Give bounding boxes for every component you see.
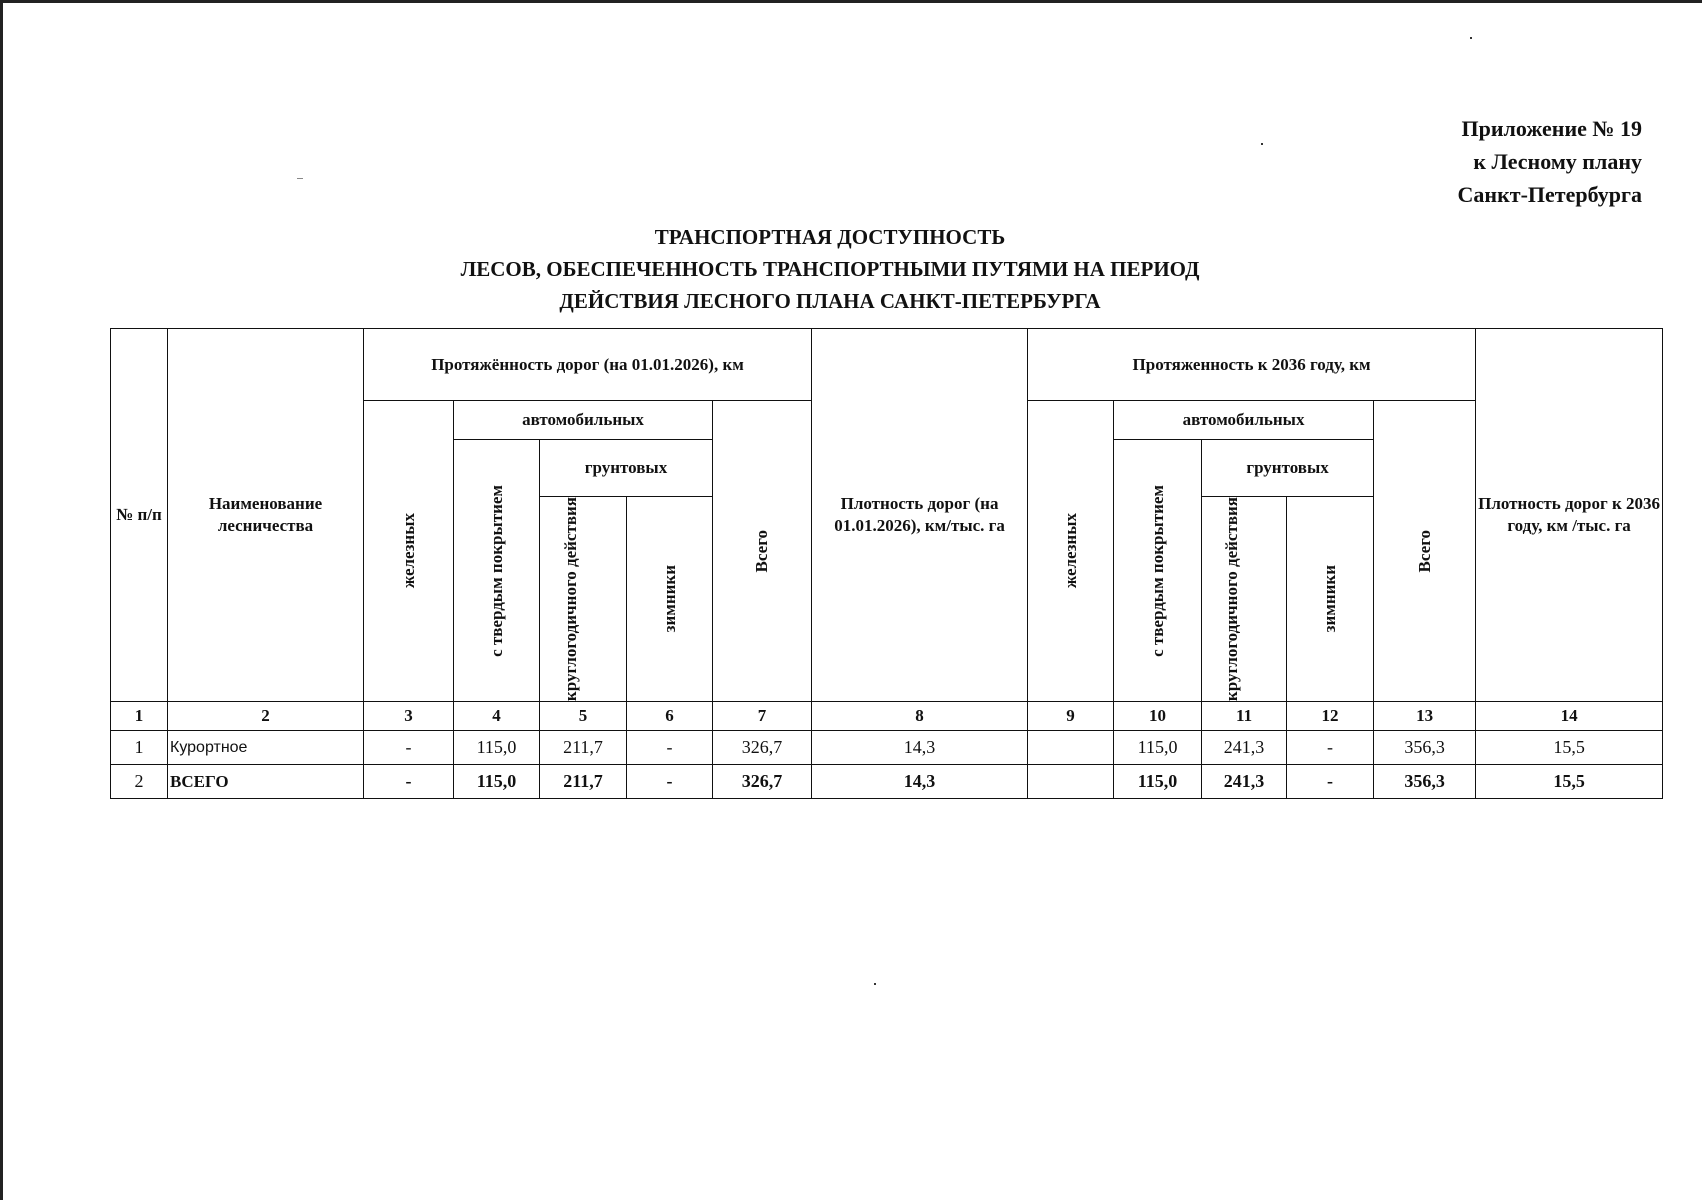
column-number: 14 xyxy=(1476,702,1663,731)
scan-speck xyxy=(874,983,876,985)
appendix-note xyxy=(1458,112,1642,211)
header-railway-label: железных xyxy=(1060,513,1080,589)
column-number-row xyxy=(111,702,1663,731)
scan-speck xyxy=(1470,37,1472,39)
header-winter xyxy=(627,497,713,702)
scan-border-top xyxy=(0,0,1702,3)
cell-paved-2036: 115,0 xyxy=(1114,731,1202,765)
transport-table xyxy=(110,328,1663,799)
header-auto: автомобильных xyxy=(1114,401,1374,440)
table-row xyxy=(111,731,1663,765)
header-density-2036: Плотность дорог к 2036 году, км /тыс. га xyxy=(1476,329,1663,702)
cell-rail-2026: - xyxy=(364,731,454,765)
header-paved-label: с твердым покрытием xyxy=(486,484,506,657)
cell-total-2026: 326,7 xyxy=(713,765,812,799)
cell-year-round-2036: 241,3 xyxy=(1202,731,1287,765)
cell-total-2026: 326,7 xyxy=(713,731,812,765)
header-length-2036: Протяженность к 2036 году, км xyxy=(1028,329,1476,401)
appendix-line: Приложение № 19 xyxy=(1461,116,1642,141)
header-total-label: Всего xyxy=(752,529,772,573)
title-line: ДЕЙСТВИЯ ЛЕСНОГО ПЛАНА САНКТ-ПЕТЕРБУРГА xyxy=(559,289,1101,313)
header-year-round-label: круглогодичного действия xyxy=(561,497,580,702)
cell-density-2026: 14,3 xyxy=(812,765,1028,799)
cell-total-2036: 356,3 xyxy=(1374,765,1476,799)
cell-paved-2026: 115,0 xyxy=(454,731,540,765)
cell-paved-2026: 115,0 xyxy=(454,765,540,799)
header-year-round-label: круглогодичного действия xyxy=(1222,497,1242,702)
table-row-total xyxy=(111,765,1663,799)
header-winter-label: зимники xyxy=(659,565,679,633)
header-year-round xyxy=(540,497,627,702)
header-railway xyxy=(364,401,454,702)
title-line: ЛЕСОВ, ОБЕСПЕЧЕННОСТЬ ТРАНСПОРТНЫМИ ПУТЯМИ НА ПЕРИОД xyxy=(460,257,1200,281)
header-total xyxy=(713,401,812,702)
column-number: 9 xyxy=(1028,702,1114,731)
cell-density-2036: 15,5 xyxy=(1476,731,1663,765)
cell-winter-2036: - xyxy=(1287,765,1374,799)
cell-density-2026: 14,3 xyxy=(812,731,1028,765)
cell-rail-2036 xyxy=(1028,765,1114,799)
column-number: 4 xyxy=(454,702,540,731)
cell-total-2036: 356,3 xyxy=(1374,731,1476,765)
header-total-label: Всего xyxy=(1414,529,1434,573)
cell-rail-2036 xyxy=(1028,731,1114,765)
column-number: 12 xyxy=(1287,702,1374,731)
cell-forestry-name: ВСЕГО xyxy=(168,765,364,799)
header-paved xyxy=(454,440,540,702)
column-number: 8 xyxy=(812,702,1028,731)
header-length-2026: Протяжённость дорог (на 01.01.2026), км xyxy=(364,329,812,401)
cell-rail-2026: - xyxy=(364,765,454,799)
header-railway xyxy=(1028,401,1114,702)
column-number: 2 xyxy=(168,702,364,731)
header-railway-label: железных xyxy=(398,513,418,589)
cell-year-round-2036: 241,3 xyxy=(1202,765,1287,799)
header-dirt: грунтовых xyxy=(1202,440,1374,497)
cell-year-round-2026: 211,7 xyxy=(540,765,627,799)
header-row xyxy=(111,329,1663,401)
appendix-line: к Лесному плану xyxy=(1473,149,1642,174)
column-number: 5 xyxy=(540,702,627,731)
cell-num: 2 xyxy=(111,765,168,799)
column-number: 7 xyxy=(713,702,812,731)
column-number: 13 xyxy=(1374,702,1476,731)
header-total xyxy=(1374,401,1476,702)
column-number: 6 xyxy=(627,702,713,731)
cell-winter-2026: - xyxy=(627,765,713,799)
scan-speck xyxy=(1261,143,1263,145)
cell-forestry-name: Курортное xyxy=(168,731,364,765)
header-num: № п/п xyxy=(111,329,168,702)
column-number: 3 xyxy=(364,702,454,731)
header-paved-label: с твердым покрытием xyxy=(1147,484,1167,657)
column-number: 10 xyxy=(1114,702,1202,731)
appendix-line: Санкт-Петербурга xyxy=(1457,182,1642,207)
scan-border-left xyxy=(0,0,3,1200)
header-year-round xyxy=(1202,497,1287,702)
cell-winter-2026: - xyxy=(627,731,713,765)
column-number: 11 xyxy=(1202,702,1287,731)
cell-winter-2036: - xyxy=(1287,731,1374,765)
title-line: ТРАНСПОРТНАЯ ДОСТУПНОСТЬ xyxy=(654,225,1006,249)
document-title xyxy=(405,221,1255,317)
cell-density-2036: 15,5 xyxy=(1476,765,1663,799)
header-winter-label: зимники xyxy=(1320,565,1340,633)
scan-mark xyxy=(297,178,303,179)
cell-num: 1 xyxy=(111,731,168,765)
header-winter xyxy=(1287,497,1374,702)
header-paved xyxy=(1114,440,1202,702)
column-number: 1 xyxy=(111,702,168,731)
cell-year-round-2026: 211,7 xyxy=(540,731,627,765)
header-auto: автомобильных xyxy=(454,401,713,440)
cell-paved-2036: 115,0 xyxy=(1114,765,1202,799)
header-density-2026: Плотность дорог (на 01.01.2026), км/тыс. га xyxy=(812,329,1028,702)
header-name: Наименование лесничества xyxy=(168,329,364,702)
header-dirt: грунтовых xyxy=(540,440,713,497)
